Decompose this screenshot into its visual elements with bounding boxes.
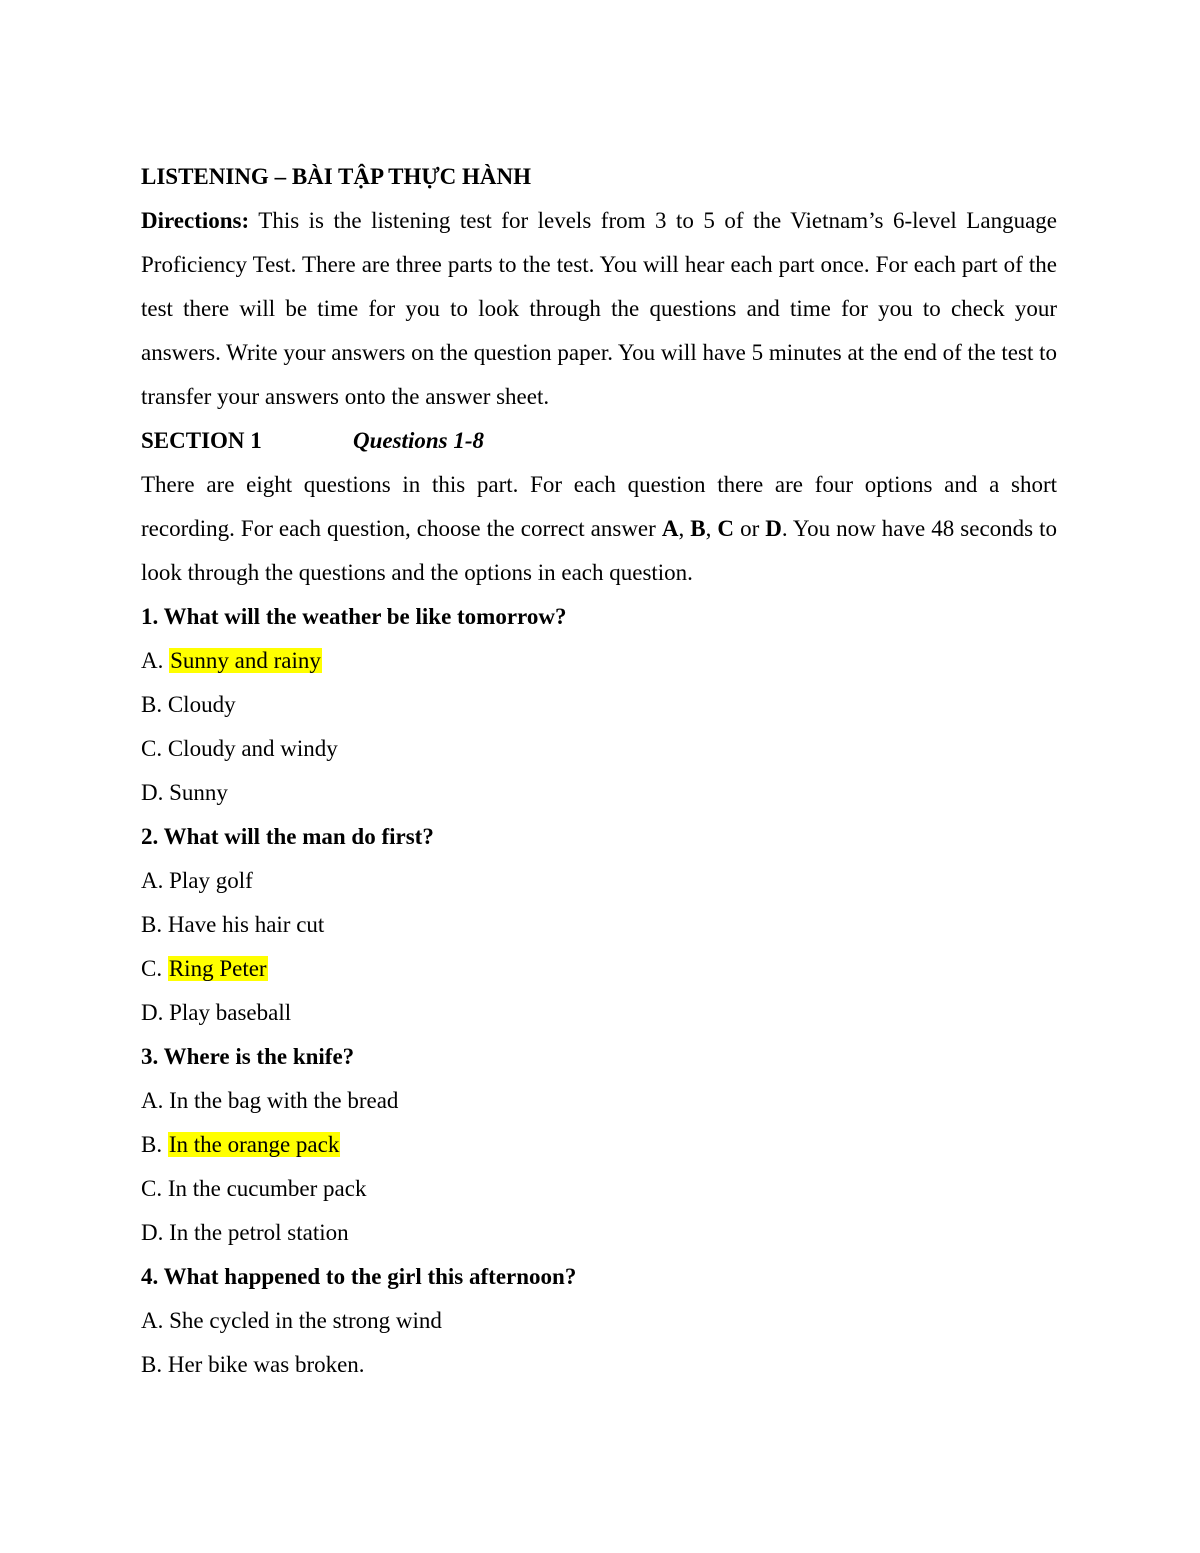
- option-letter-a: A: [661, 516, 679, 541]
- section-intro-text-1: There are eight questions in this part. For each question there are four options and a short recording. For each question, choose the correct answer: [141, 472, 1057, 541]
- option-letter: A.: [141, 1308, 170, 1333]
- option-letter: B.: [141, 1132, 168, 1157]
- directions-text: This is the listening test for levels from 3 to 5 of the Vietnam’s 6-level Language Proficiency Test. There are three parts to the test. You will hear each part once. For each part of the test there will be time for you to look through the questions and time for you to check your answers. Write your answers on the question paper. You will have 5 minutes at the end of the test to transfer your answers onto the answer sheet.: [141, 208, 1057, 409]
- option-text: In the cucumber pack: [167, 1176, 367, 1201]
- option-letter-c: C: [717, 516, 735, 541]
- directions-label: Directions:: [141, 208, 250, 233]
- question-1: 1. What will the weather be like tomorrow?: [141, 604, 567, 629]
- option-text: Play golf: [169, 868, 253, 893]
- option-letter: A.: [141, 648, 170, 673]
- option-text: In the bag with the bread: [169, 1088, 399, 1113]
- q4-option-a: [141, 1299, 1057, 1343]
- section-questions-label: Questions 1-8: [353, 428, 484, 453]
- page-title: LISTENING – BÀI TẬP THỰC HÀNH: [141, 164, 532, 189]
- option-letter: C.: [141, 736, 168, 761]
- q4-option-b: [141, 1343, 1057, 1387]
- q1-option-d: [141, 771, 1057, 815]
- q1-option-c: [141, 727, 1057, 771]
- option-letter: B.: [141, 1352, 168, 1377]
- option-text: Cloudy and windy: [167, 736, 338, 761]
- q2-option-d: [141, 991, 1057, 1035]
- option-text: Play baseball: [169, 1000, 292, 1025]
- option-text: She cycled in the strong wind: [169, 1308, 442, 1333]
- q3-option-a: [141, 1079, 1057, 1123]
- q2-option-a: [141, 859, 1057, 903]
- option-letter: A.: [141, 1088, 170, 1113]
- option-text: Sunny: [169, 780, 228, 805]
- question-2: 2. What will the man do first?: [141, 824, 434, 849]
- highlighted-answer: Ring Peter: [168, 956, 267, 981]
- section-intro: [141, 463, 1057, 595]
- option-text: Her bike was broken.: [167, 1352, 365, 1377]
- directions-paragraph: [141, 199, 1057, 419]
- option-letter: C.: [141, 956, 168, 981]
- section-heading: [141, 419, 1057, 463]
- option-letter: B.: [141, 912, 168, 937]
- option-letter-b: B: [690, 516, 706, 541]
- question-4: 4. What happened to the girl this afternoon?: [141, 1264, 577, 1289]
- q1-option-b: [141, 683, 1057, 727]
- option-text: Cloudy: [167, 692, 236, 717]
- q1-option-a: [141, 639, 1057, 683]
- option-letter: D.: [141, 1220, 170, 1245]
- option-text: In the petrol station: [169, 1220, 349, 1245]
- document-content: [141, 155, 1057, 1387]
- option-letter: A.: [141, 868, 170, 893]
- highlighted-answer: Sunny and rainy: [170, 648, 321, 673]
- option-letter: C.: [141, 1176, 168, 1201]
- section-label: SECTION 1: [141, 428, 262, 453]
- word-or: or: [734, 516, 766, 541]
- option-letter: D.: [141, 1000, 170, 1025]
- q3-option-b: [141, 1123, 1057, 1167]
- option-letter: D.: [141, 780, 170, 805]
- separator-2: ,: [705, 516, 718, 541]
- question-3: 3. Where is the knife?: [141, 1044, 355, 1069]
- q2-option-c: [141, 947, 1057, 991]
- q3-option-d: [141, 1211, 1057, 1255]
- q3-option-c: [141, 1167, 1057, 1211]
- option-letter: B.: [141, 692, 168, 717]
- option-text: Have his hair cut: [167, 912, 325, 937]
- highlighted-answer: In the orange pack: [168, 1132, 340, 1157]
- separator-1: ,: [678, 516, 691, 541]
- q2-option-b: [141, 903, 1057, 947]
- section-intro-text-2: . You now have 48 seconds to look through the questions and the options in each question.: [141, 516, 1058, 585]
- option-letter-d: D: [765, 516, 782, 541]
